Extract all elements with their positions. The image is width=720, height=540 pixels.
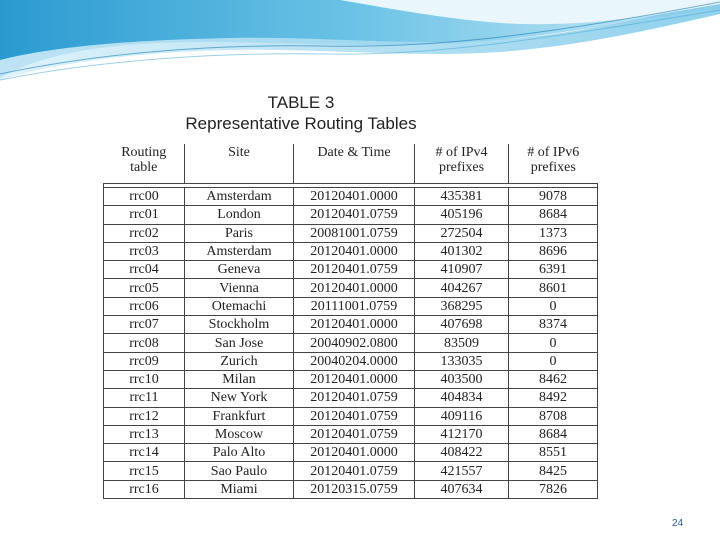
- routing-table-cell: rrc13: [104, 425, 185, 443]
- date-time-cell: 20120401.0759: [294, 425, 415, 443]
- table-row: [104, 188, 598, 206]
- site-cell: London: [185, 206, 294, 224]
- ipv6-prefixes-cell: 6391: [509, 261, 598, 279]
- table-row: [104, 206, 598, 224]
- site-cell: Paris: [185, 224, 294, 242]
- table-row: [104, 425, 598, 443]
- routing-table-cell: rrc14: [104, 444, 185, 462]
- site-cell: Zurich: [185, 352, 294, 370]
- header-routing-table: Routing table: [104, 144, 185, 184]
- ipv4-prefixes-cell: 409116: [415, 407, 509, 425]
- header-ipv6-prefixes: # of IPv6 prefixes: [527, 145, 580, 175]
- header-wave-decoration: [0, 0, 720, 90]
- site-cell: Palo Alto: [185, 444, 294, 462]
- ipv6-prefixes-cell: 8492: [509, 389, 598, 407]
- routing-table-cell: rrc15: [104, 462, 185, 480]
- site-cell: Stockholm: [185, 316, 294, 334]
- table-row: [104, 462, 598, 480]
- site-cell: Otemachi: [185, 297, 294, 315]
- table-row: [104, 316, 598, 334]
- site-cell: Sao Paulo: [185, 462, 294, 480]
- routing-table-cell: rrc02: [104, 224, 185, 242]
- ipv6-prefixes-cell: 8551: [509, 444, 598, 462]
- routing-table-cell: rrc10: [104, 370, 185, 388]
- date-time-cell: 20111001.0759: [294, 297, 415, 315]
- routing-table-cell: rrc05: [104, 279, 185, 297]
- ipv4-prefixes-cell: 407634: [415, 480, 509, 498]
- ipv4-prefixes-cell: 83509: [415, 334, 509, 352]
- routing-table-cell: rrc12: [104, 407, 185, 425]
- site-cell: San Jose: [185, 334, 294, 352]
- ipv6-prefixes-cell: 1373: [509, 224, 598, 242]
- site-cell: Geneva: [185, 261, 294, 279]
- ipv4-prefixes-cell: 404834: [415, 389, 509, 407]
- ipv4-prefixes-cell: 408422: [415, 444, 509, 462]
- date-time-cell: 20120315.0759: [294, 480, 415, 498]
- ipv4-prefixes-cell: 403500: [415, 370, 509, 388]
- table-row: [104, 370, 598, 388]
- site-cell: Miami: [185, 480, 294, 498]
- ipv6-prefixes-cell: 0: [509, 334, 598, 352]
- ipv6-prefixes-cell: 8708: [509, 407, 598, 425]
- ipv6-prefixes-cell: 7826: [509, 480, 598, 498]
- ipv6-prefixes-cell: 0: [509, 297, 598, 315]
- table-row: [104, 279, 598, 297]
- routing-table-cell: rrc08: [104, 334, 185, 352]
- table-row: [104, 407, 598, 425]
- date-time-cell: 20081001.0759: [294, 224, 415, 242]
- table-caption: Representative Routing Tables: [185, 114, 417, 133]
- ipv6-prefixes-cell: 8425: [509, 462, 598, 480]
- date-time-cell: 20120401.0759: [294, 462, 415, 480]
- table-row: [104, 444, 598, 462]
- site-cell: Amsterdam: [185, 188, 294, 206]
- table-row: [104, 224, 598, 242]
- ipv6-prefixes-cell: 8684: [509, 425, 598, 443]
- site-cell: Vienna: [185, 279, 294, 297]
- ipv6-prefixes-cell: 8601: [509, 279, 598, 297]
- date-time-cell: 20120401.0000: [294, 316, 415, 334]
- table-row: [104, 261, 598, 279]
- table-row: [104, 480, 598, 498]
- ipv4-prefixes-cell: 435381: [415, 188, 509, 206]
- table-row: [104, 297, 598, 315]
- header-date-time: Date & Time: [294, 144, 415, 184]
- ipv4-prefixes-cell: 368295: [415, 297, 509, 315]
- date-time-cell: 20120401.0000: [294, 279, 415, 297]
- date-time-cell: 20120401.0000: [294, 188, 415, 206]
- ipv6-prefixes-cell: 8462: [509, 370, 598, 388]
- site-cell: Frankfurt: [185, 407, 294, 425]
- header-site: Site: [185, 144, 294, 184]
- ipv4-prefixes-cell: 412170: [415, 425, 509, 443]
- ipv4-prefixes-cell: 404267: [415, 279, 509, 297]
- date-time-cell: 20120401.0759: [294, 261, 415, 279]
- routing-table-cell: rrc01: [104, 206, 185, 224]
- ipv4-prefixes-cell: 421557: [415, 462, 509, 480]
- table-row: [104, 389, 598, 407]
- date-time-cell: 20040902.0800: [294, 334, 415, 352]
- site-cell: Moscow: [185, 425, 294, 443]
- ipv4-prefixes-cell: 410907: [415, 261, 509, 279]
- ipv6-prefixes-cell: 8374: [509, 316, 598, 334]
- ipv6-prefixes-cell: 0: [509, 352, 598, 370]
- routing-table-cell: rrc04: [104, 261, 185, 279]
- table-row: [104, 242, 598, 260]
- date-time-cell: 20120401.0000: [294, 242, 415, 260]
- ipv4-prefixes-cell: 401302: [415, 242, 509, 260]
- table-body: [104, 188, 598, 499]
- site-cell: Milan: [185, 370, 294, 388]
- date-time-cell: 20120401.0759: [294, 407, 415, 425]
- routing-table-cell: rrc03: [104, 242, 185, 260]
- table-row: [104, 334, 598, 352]
- routing-table-cell: rrc07: [104, 316, 185, 334]
- routing-table-cell: rrc09: [104, 352, 185, 370]
- date-time-cell: 20040204.0000: [294, 352, 415, 370]
- site-cell: New York: [185, 389, 294, 407]
- ipv4-prefixes-cell: 133035: [415, 352, 509, 370]
- routing-table-cell: rrc06: [104, 297, 185, 315]
- table-header-row: [104, 144, 598, 184]
- date-time-cell: 20120401.0759: [294, 206, 415, 224]
- table-title-block: [93, 92, 509, 134]
- header-ipv4-prefixes: # of IPv4 prefixes: [415, 144, 509, 184]
- routing-table-cell: rrc16: [104, 480, 185, 498]
- table-row: [104, 352, 598, 370]
- ipv4-prefixes-cell: 407698: [415, 316, 509, 334]
- ipv6-prefixes-cell: 9078: [509, 188, 598, 206]
- routing-tables-table: [103, 144, 598, 499]
- ipv4-prefixes-cell: 272504: [415, 224, 509, 242]
- date-time-cell: 20120401.0000: [294, 444, 415, 462]
- ipv6-prefixes-cell: 8696: [509, 242, 598, 260]
- ipv4-prefixes-cell: 405196: [415, 206, 509, 224]
- page-number: 24: [672, 518, 684, 529]
- routing-table-cell: rrc00: [104, 188, 185, 206]
- table-label: TABLE 3: [267, 93, 335, 112]
- date-time-cell: 20120401.0000: [294, 370, 415, 388]
- routing-table-cell: rrc11: [104, 389, 185, 407]
- site-cell: Amsterdam: [185, 242, 294, 260]
- date-time-cell: 20120401.0759: [294, 389, 415, 407]
- ipv6-prefixes-cell: 8684: [509, 206, 598, 224]
